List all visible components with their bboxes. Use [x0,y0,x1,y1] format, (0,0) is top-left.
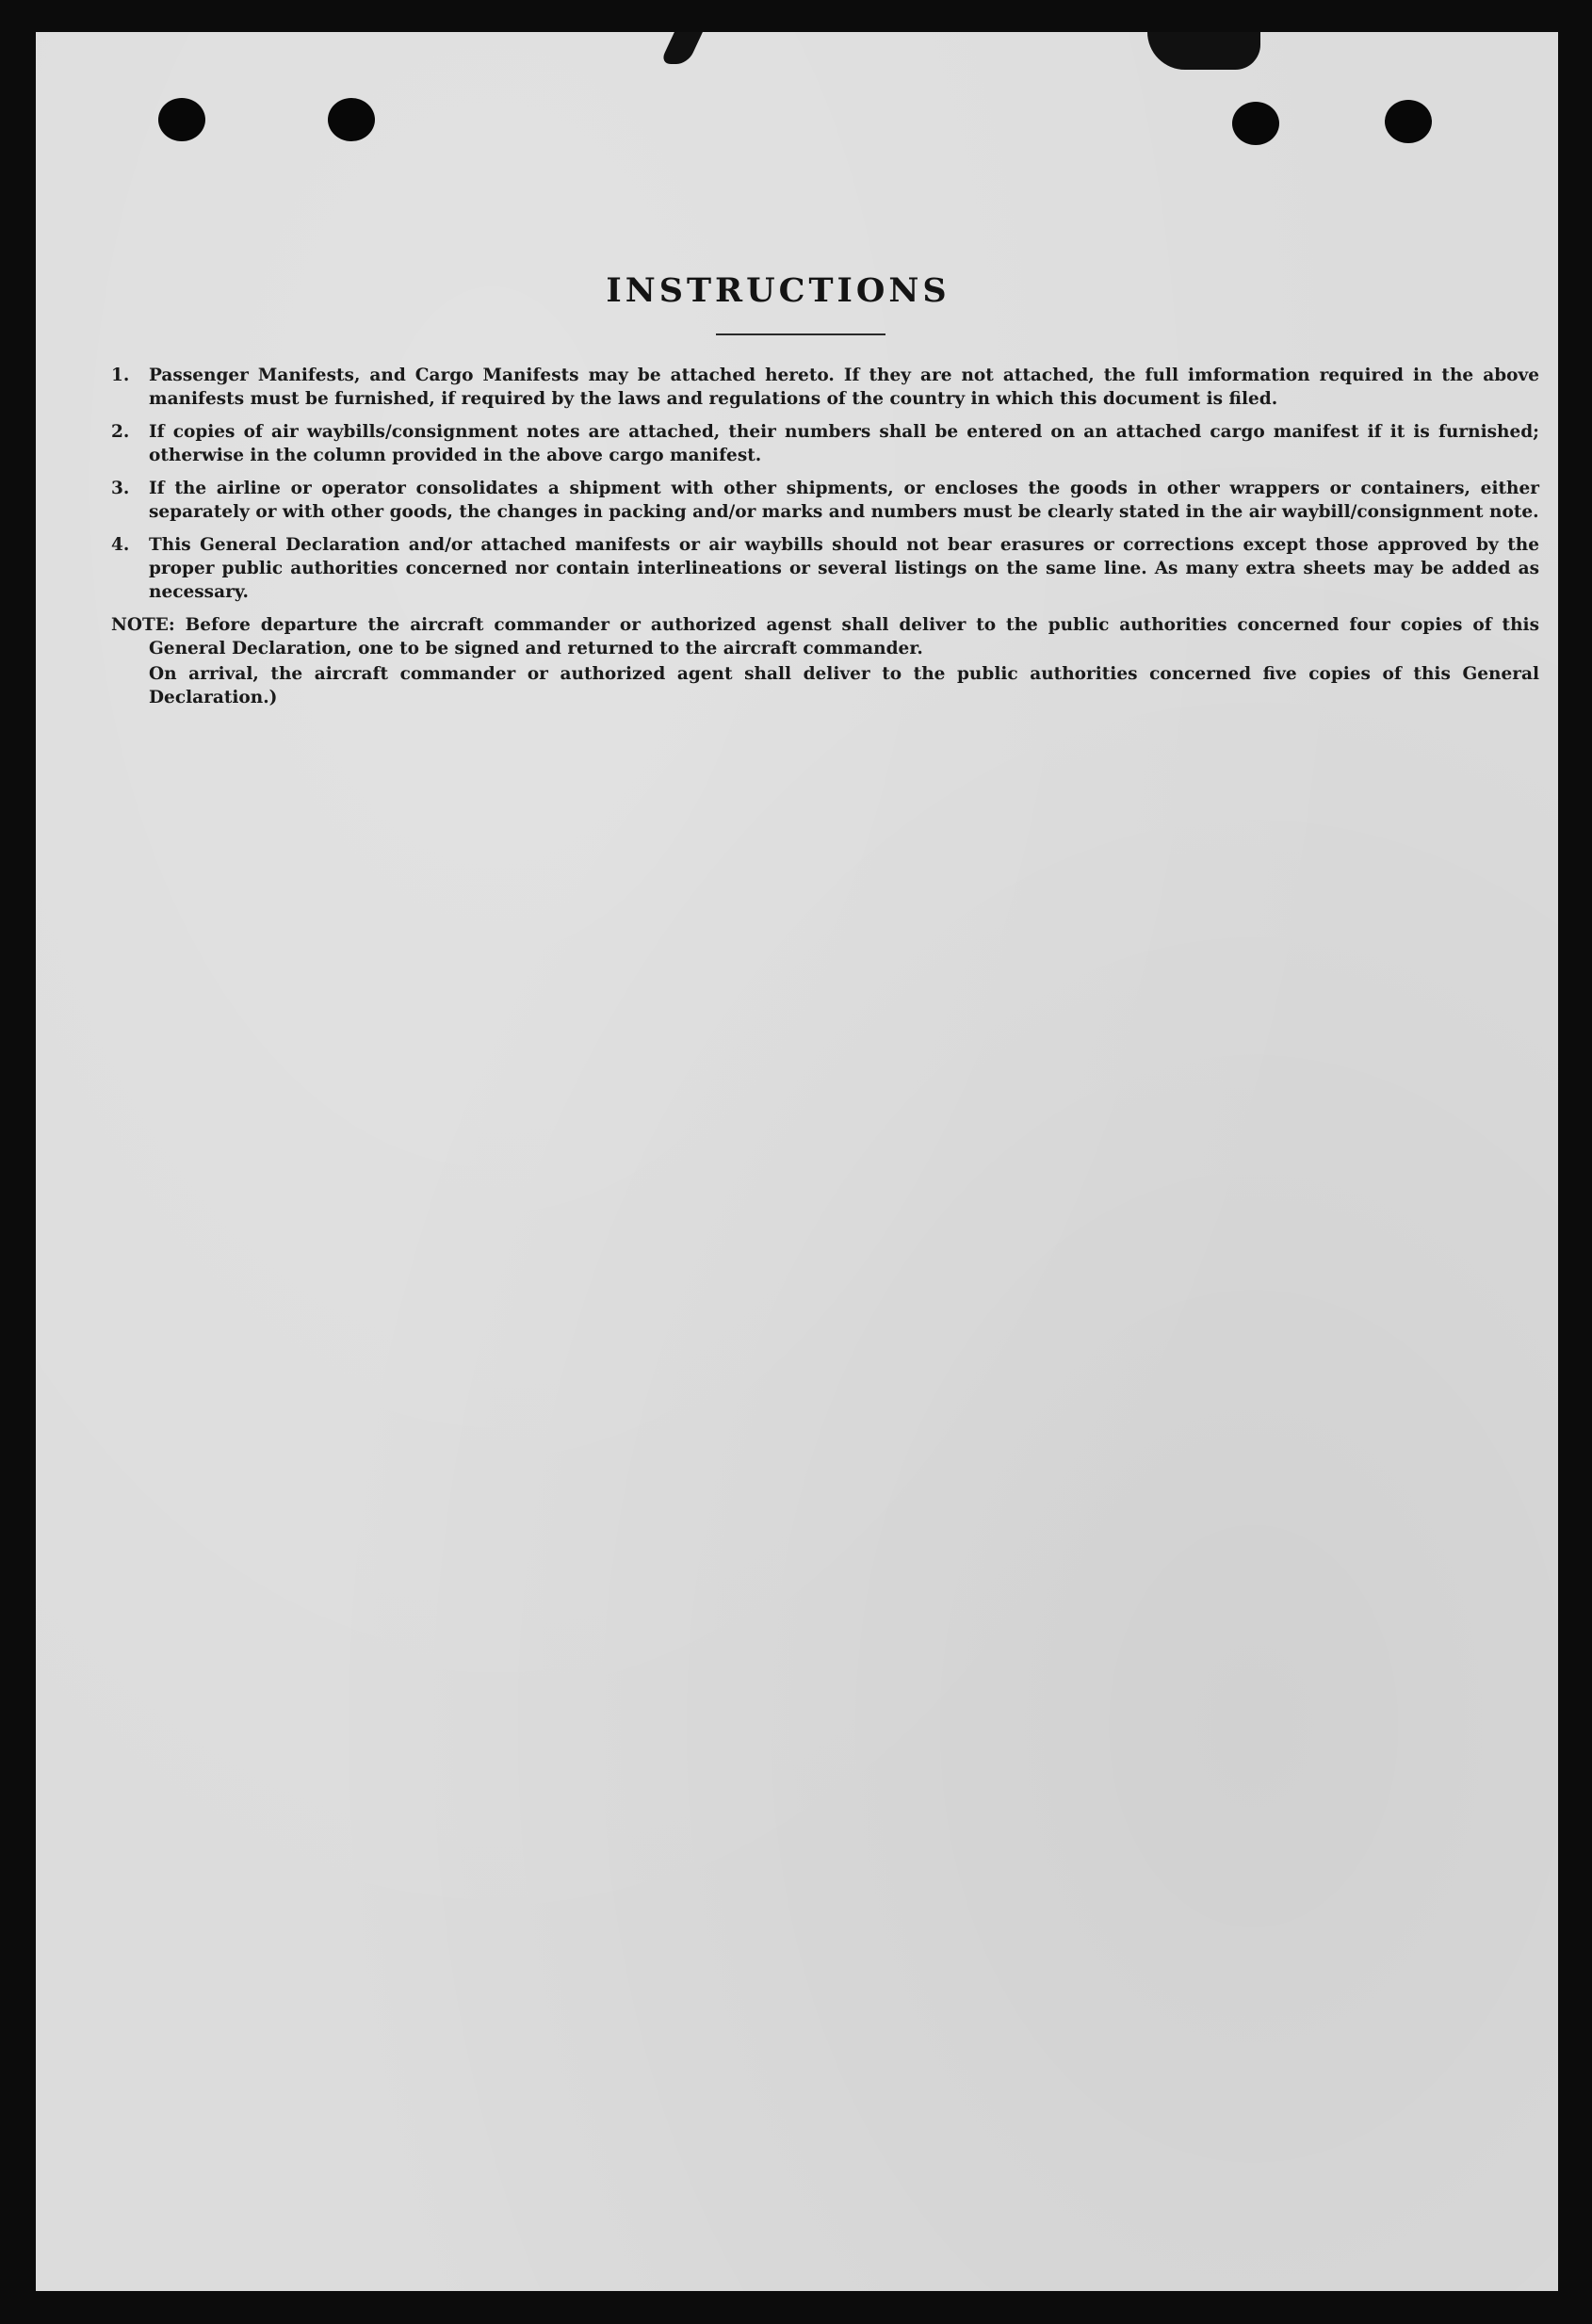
instruction-item [111,477,1539,524]
instruction-item [111,533,1539,604]
instruction-number: 2. [111,422,130,442]
instruction-text: If copies of air waybills/consignment notes are attached, their numbers shall be entered on an attached cargo manifest if it is furnished; otherwise in the column provided in the above cargo manifest. [149,422,1539,465]
page-title: INSTRUCTIONS [606,271,950,310]
torn-edge-mark [1147,32,1260,70]
instructions-list [111,364,1539,709]
note-text: Before departure the aircraft commander or authorized agenst shall deliver to the public authorities concerned four copies of this General Declaration, one to be signed and returned to the aircraft commander. [149,615,1539,658]
torn-edge-mark-small [659,32,703,64]
instruction-number: 3. [111,479,130,498]
instruction-number: 4. [111,535,130,555]
punch-hole-left-2 [328,98,375,141]
instruction-item [111,420,1539,467]
instruction-text: Passenger Manifests, and Cargo Manifests may be attached hereto. If they are not attached, the full imformation required in the above manifests must be furnished, if required by the laws and regulations of the country in which this document is filed. [149,366,1539,409]
instruction-number: 1. [111,366,130,385]
title-underline [716,333,885,335]
note-arrival-text: On arrival, the aircraft commander or authorized agent shall deliver to the public authorities concerned five copies of this General Declaration.) [149,664,1539,707]
instruction-item [111,364,1539,411]
instruction-text: If the airline or operator consolidates a shipment with other shipments, or encloses the goods in other wrappers or containers, either separately or with other goods, the changes in packing and/or marks and numbers must be clearly stated in the air waybill/consignment note. [149,479,1539,522]
note-label: NOTE: [111,615,175,635]
note-block [111,613,1539,660]
punch-hole-right-2 [1385,100,1432,143]
document-page [36,32,1558,2291]
punch-hole-left-1 [158,98,205,141]
instruction-text: This General Declaration and/or attached manifests or air waybills should not bear erasures or corrections except those approved by the proper public authorities concerned nor contain interlineations or several listings on the same line. As many extra sheets may be added as necessary. [149,535,1539,602]
punch-hole-right-1 [1232,102,1279,145]
